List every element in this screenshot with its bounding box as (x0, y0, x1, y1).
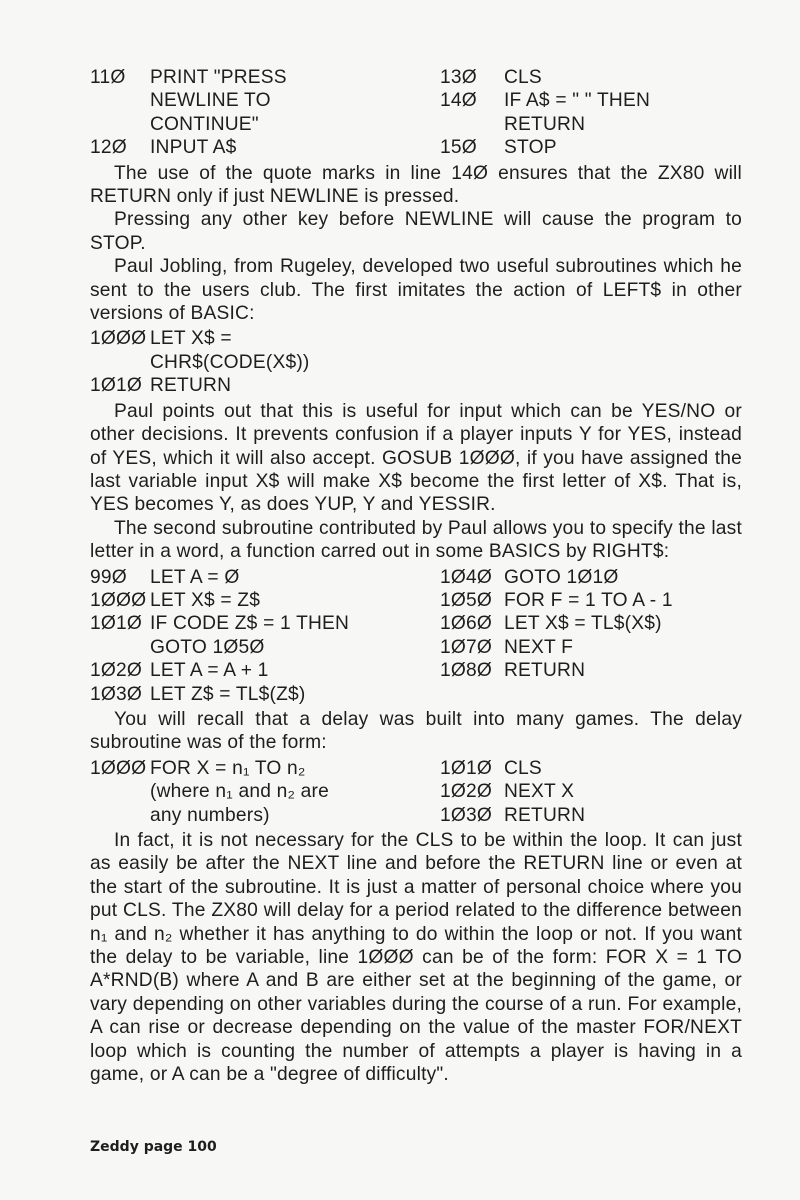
code-line (440, 66, 740, 89)
statement: FOR F = 1 TO A - 1 (504, 589, 673, 611)
line-number: 14Ø (440, 90, 477, 112)
code-line (440, 757, 740, 780)
statement: CONTINUE" (150, 113, 259, 135)
statement: GOTO 1Ø1Ø (504, 566, 619, 588)
statement: LET A = Ø (150, 566, 240, 588)
line-number: 1ØØØ (90, 757, 147, 779)
code-line (440, 780, 740, 803)
code-column-right (440, 66, 740, 160)
line-number-blank (90, 804, 150, 827)
code-column-left (90, 757, 440, 827)
statement: CLS (504, 757, 542, 779)
code-block-1 (90, 66, 742, 160)
line-number: 1Ø1Ø (440, 757, 492, 779)
statement: CLS (504, 67, 542, 88)
paragraph: Paul Jobling, from Rugeley, developed two useful subroutines which he sent to the users club. The first imitates the action of LEFT$ in other versions of BASIC: (90, 256, 742, 325)
line-number: 1Ø1Ø (90, 375, 142, 397)
code-line (440, 636, 740, 659)
line-number: 1Ø6Ø (440, 613, 492, 635)
line-number-blank (90, 113, 150, 136)
code-line (440, 566, 740, 589)
code-line (90, 66, 440, 89)
code-column-right (440, 757, 740, 827)
paragraph: Paul points out that this is useful for input which can be YES/NO or other decisions. It prevents confusion if a player inputs Y for YES, instead of YES, which it will also accept. GOSUB 1ØØØ, if you have assigned the last variable input X$ will make X$ become the first letter of X$. That is, YES becomes Y, as does YUP, Y and YESSIR. (90, 400, 742, 516)
statement: IF CODE Z$ = 1 THEN (150, 613, 350, 635)
code-line (440, 136, 740, 159)
line-number-blank (440, 113, 504, 136)
line-number: 12Ø (90, 137, 127, 159)
paragraph: The use of the quote marks in line 14Ø ensures that the ZX80 will RETURN only if just NEWLINE is pressed. (90, 162, 742, 208)
line-number: 13Ø (440, 67, 477, 88)
code-line (90, 659, 440, 682)
statement: LET A = A + 1 (150, 660, 269, 682)
code-column-left (90, 66, 440, 160)
code-line (440, 804, 740, 827)
statement: LET Z$ = TL$(Z$) (150, 683, 306, 705)
paragraph: Pressing any other key before NEWLINE will cause the program to STOP. (90, 209, 742, 254)
line-number-blank (90, 780, 150, 803)
statement: GOTO 1Ø5Ø (150, 636, 265, 658)
code-line (440, 89, 740, 112)
line-number-blank (90, 351, 150, 374)
paragraph: In fact, it is not necessary for the CLS to be within the loop. It can just as easily be after the NEXT line and before the RETURN line or even at the start of the subroutine. It is just a matter of personal choice where you put CLS. The ZX80 will delay for a period related to the difference between n₁ and n₂ whether it has anything to do within the loop or not. If you want the delay to be variable, line 1ØØØ can be of the form: FOR X = 1 TO A*RND(B) where A and B are either set at the beginning of the game, or vary depending on other variables during the course of a run. For example, A can rise or decrease depending on the value of the master FOR/NEXT loop which is counting the number of attempts a player is having in a game, or A can be a "degree of difficulty". (90, 830, 742, 1086)
statement: PRINT "PRESS (150, 67, 287, 88)
line-number: 1Ø1Ø (90, 613, 142, 635)
code-line (440, 659, 740, 682)
paragraph: You will recall that a delay was built into many games. The delay subroutine was of the form: (90, 708, 742, 754)
code-line (90, 136, 440, 159)
code-line (440, 589, 740, 612)
code-line (90, 327, 742, 350)
code-line (90, 757, 440, 780)
paragraph: The second subroutine contributed by Paul allows you to specify the last letter in a word, a function carred out in some BASICS by RIGHT$: (90, 517, 742, 563)
line-number: 1ØØØ (90, 589, 147, 611)
statement: RETURN (504, 113, 586, 135)
page-footer: Zeddy page 100 (90, 1139, 217, 1155)
statement: NEWLINE TO (150, 90, 271, 112)
code-line (90, 89, 440, 112)
code-column-right (440, 566, 740, 706)
line-number-blank (90, 89, 150, 112)
line-number: 99Ø (90, 566, 127, 588)
code-line (90, 683, 440, 706)
code-line (90, 374, 742, 397)
line-number: 1Ø3Ø (90, 683, 142, 705)
statement: LET X$ = Z$ (150, 589, 261, 611)
statement: RETURN (504, 660, 586, 682)
code-line (440, 113, 740, 136)
statement: CHR$(CODE(X$)) (150, 351, 310, 373)
code-column-left (90, 566, 440, 706)
line-number: 15Ø (440, 137, 477, 159)
code-line (90, 566, 440, 589)
line-number: 1Ø8Ø (440, 660, 492, 682)
line-number: 11Ø (90, 67, 126, 88)
code-block-2 (90, 327, 742, 397)
statement: NEXT F (504, 636, 574, 658)
code-block-4 (90, 757, 742, 827)
line-number: 1Ø4Ø (440, 566, 492, 588)
code-line (90, 351, 742, 374)
code-line (90, 589, 440, 612)
statement: INPUT A$ (150, 137, 237, 159)
line-number: 1ØØØ (90, 328, 147, 350)
code-block-3 (90, 566, 742, 706)
page-body (90, 64, 742, 1086)
statement: RETURN (504, 804, 586, 826)
line-number: 1Ø2Ø (90, 660, 142, 682)
statement: LET X$ = (150, 328, 232, 350)
line-number: 1Ø3Ø (440, 804, 492, 826)
statement: FOR X = n₁ TO n₂ (150, 757, 306, 779)
statement: any numbers) (150, 804, 270, 826)
statement: LET X$ = TL$(X$) (504, 613, 662, 635)
line-number: 1Ø7Ø (440, 636, 492, 658)
statement: IF A$ = " " THEN (504, 90, 651, 112)
code-line (90, 804, 440, 827)
code-line (90, 636, 440, 659)
line-number: 1Ø5Ø (440, 589, 492, 611)
code-line (440, 612, 740, 635)
code-line (90, 780, 440, 803)
statement: STOP (504, 137, 557, 159)
line-number: 1Ø2Ø (440, 781, 492, 803)
statement: (where n₁ and n₂ are (150, 781, 329, 803)
line-number-blank (90, 636, 150, 659)
code-line (90, 612, 440, 635)
statement: RETURN (150, 375, 232, 397)
statement: NEXT X (504, 781, 575, 803)
code-line (90, 113, 440, 136)
